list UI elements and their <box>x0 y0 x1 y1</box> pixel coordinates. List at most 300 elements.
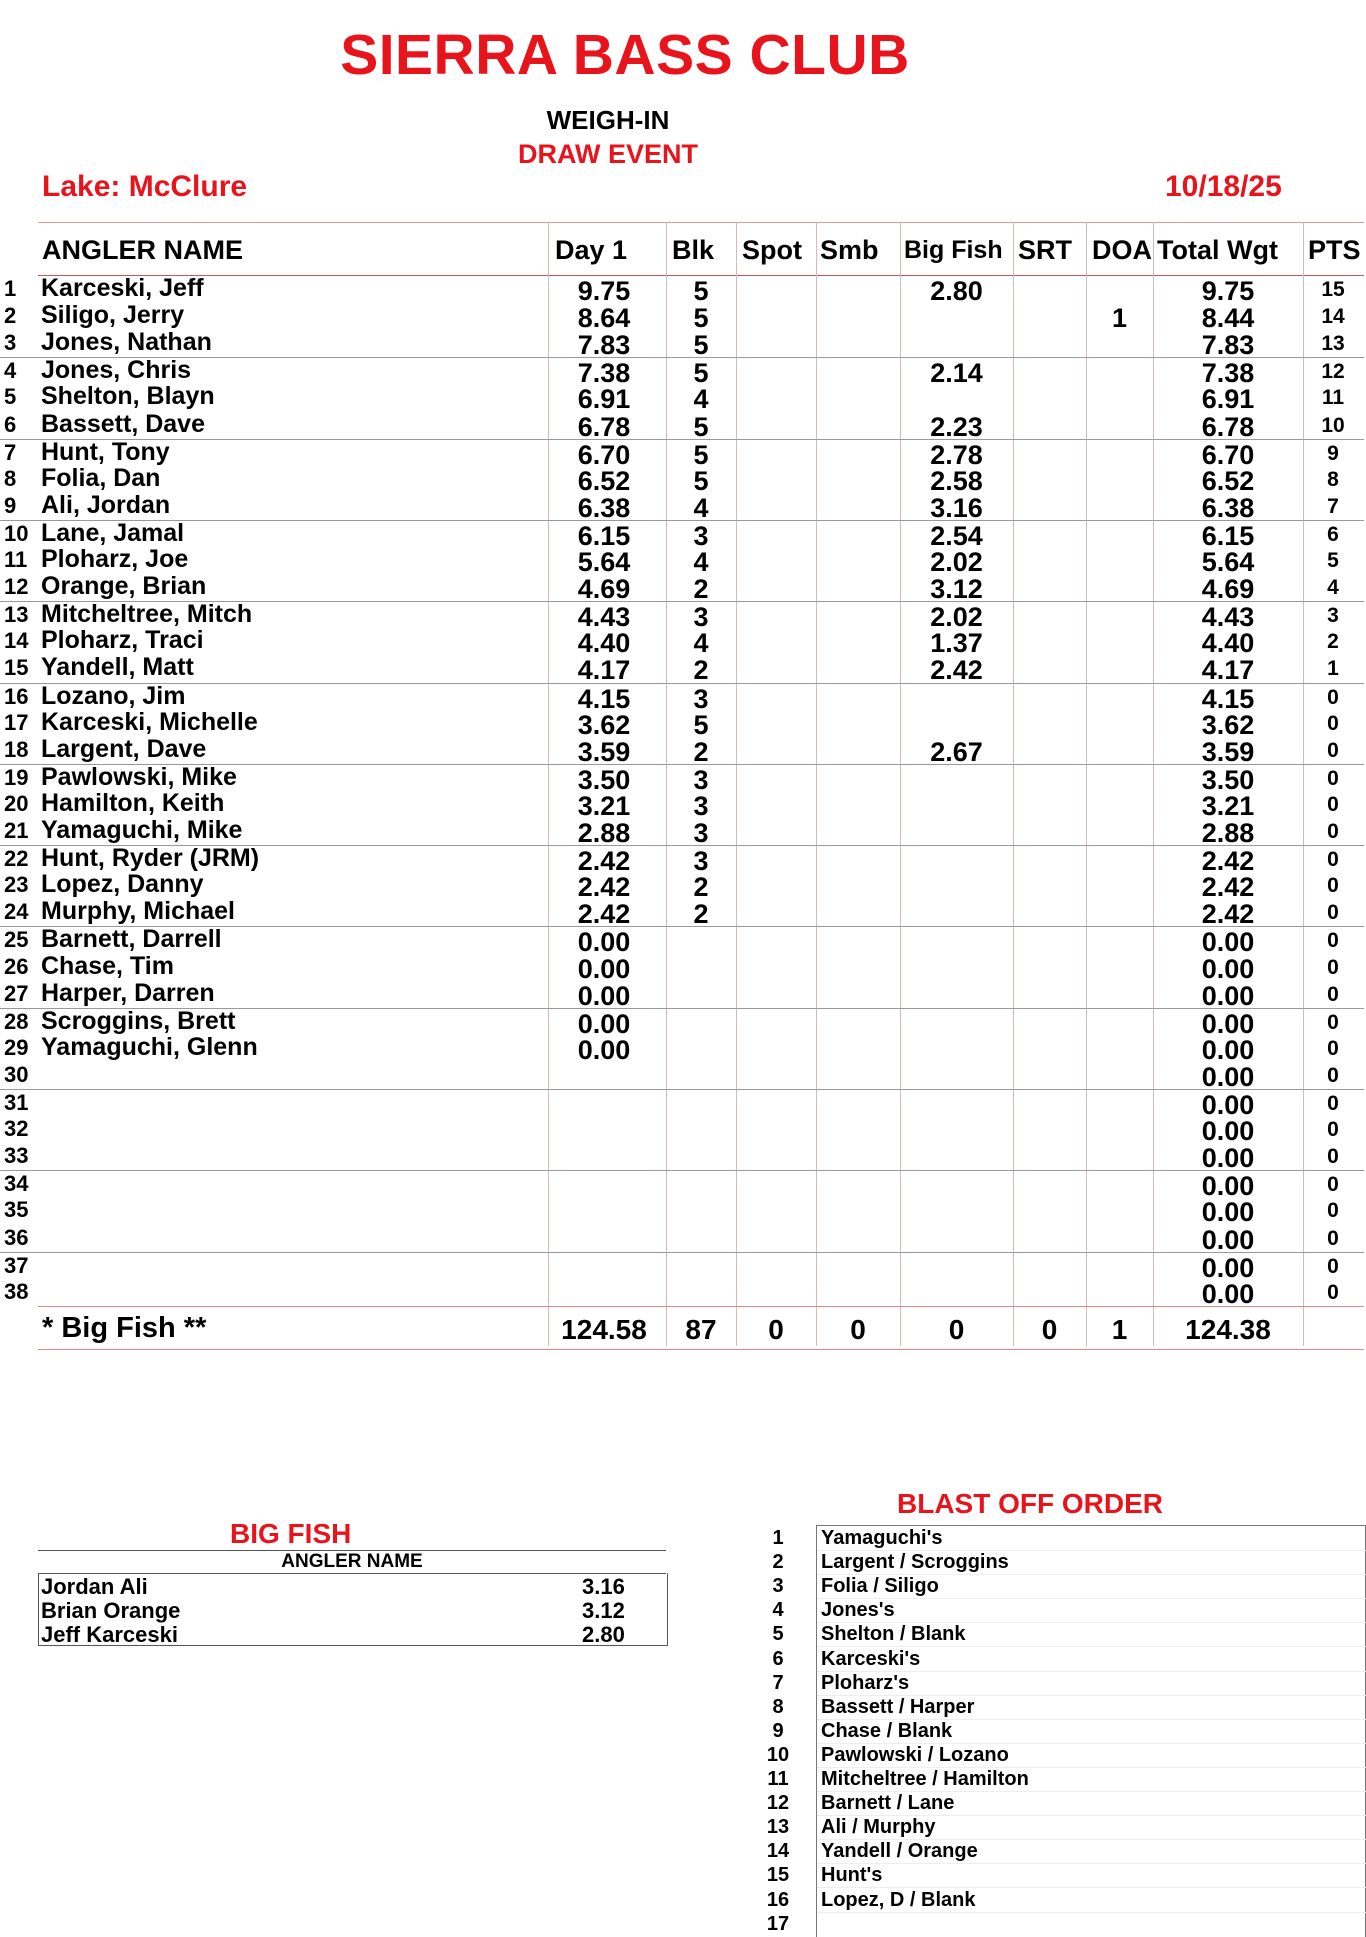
total-weight: 3.50 <box>1201 764 1255 795</box>
big-fish-entry <box>0 1622 670 1646</box>
table-row <box>0 707 1364 740</box>
total-blk: 87 <box>685 1314 717 1345</box>
points: 0 <box>1327 1118 1339 1142</box>
table-row <box>0 1006 1364 1039</box>
blast-off-number: 5 <box>772 1623 784 1646</box>
angler-name: Yamaguchi, Mike <box>41 816 243 844</box>
total-weight: 4.15 <box>1201 683 1255 714</box>
big-fish-weight: 2.23 <box>930 411 983 442</box>
day1-weight: 9.75 <box>577 276 631 306</box>
angler-name: Ploharz, Traci <box>41 626 204 655</box>
row-number: 24 <box>4 899 29 925</box>
row-number: 2 <box>4 303 17 329</box>
total-srt: 0 <box>1041 1314 1058 1345</box>
col-big-fish: Big Fish <box>904 236 1003 264</box>
angler-name: Yandell, Matt <box>41 653 194 682</box>
points: 0 <box>1327 820 1339 843</box>
day1-weight: 8.64 <box>577 303 631 334</box>
big-fish-weight: 3.12 <box>930 574 983 605</box>
big-fish-weight: 1.37 <box>930 628 983 659</box>
table-row <box>0 925 1364 958</box>
row-number: 6 <box>4 411 17 437</box>
row-number: 21 <box>4 818 29 843</box>
total-weight: 124.38 <box>1185 1314 1271 1345</box>
blast-off-boat: Chase / Blank <box>821 1719 953 1742</box>
blk-count: 5 <box>693 709 709 740</box>
table-row <box>0 301 1364 334</box>
points: 5 <box>1327 549 1339 572</box>
angler-name: Jones, Nathan <box>41 328 212 357</box>
points: 0 <box>1327 874 1339 898</box>
blk-count: 5 <box>693 276 709 306</box>
table-row <box>0 762 1364 795</box>
blk-count: 4 <box>693 547 709 577</box>
table-row <box>0 1061 1364 1092</box>
points: 0 <box>1327 1226 1339 1250</box>
blast-off-entry <box>760 1744 1360 1768</box>
table-row <box>0 545 1364 577</box>
blast-off-boat: Shelton / Blank <box>821 1623 966 1646</box>
day1-weight: 2.88 <box>577 818 631 848</box>
total-weight: 0.00 <box>1201 1090 1255 1120</box>
day1-weight: 3.50 <box>577 764 631 795</box>
blk-count: 5 <box>693 330 709 361</box>
total-weight: 0.00 <box>1201 1278 1255 1309</box>
blk-count: 3 <box>693 602 709 633</box>
day1-weight: 2.42 <box>577 846 631 877</box>
blk-count: 5 <box>693 465 709 496</box>
day1-weight: 4.17 <box>577 655 631 686</box>
row-number: 11 <box>4 547 28 572</box>
angler-name: Lane, Jamal <box>41 518 185 547</box>
row-number: 8 <box>4 465 17 491</box>
points: 0 <box>1327 1092 1339 1115</box>
blast-off-number: 4 <box>772 1599 784 1622</box>
points: 14 <box>1321 305 1345 329</box>
blast-off-entry <box>760 1599 1360 1623</box>
points: 0 <box>1327 982 1339 1006</box>
row-number: 5 <box>4 384 17 410</box>
blast-off-number: 9 <box>772 1719 784 1742</box>
table-row <box>0 897 1364 930</box>
table-row <box>0 274 1364 306</box>
row-number: 18 <box>4 736 29 762</box>
total-weight: 0.00 <box>1201 1008 1255 1039</box>
points: 7 <box>1327 494 1339 518</box>
table-row <box>0 1143 1364 1174</box>
row-number: 35 <box>4 1197 29 1223</box>
day1-weight: 3.59 <box>577 736 631 767</box>
big-fish-weight: 2.78 <box>930 439 983 470</box>
total-weight: 8.44 <box>1201 303 1255 334</box>
table-row <box>0 951 1364 984</box>
blk-count: 4 <box>693 628 709 659</box>
blast-off-number: 11 <box>767 1768 789 1790</box>
table-row <box>0 1224 1364 1255</box>
angler-name: Hunt, Ryder (JRM) <box>41 844 260 873</box>
blast-off-entry <box>760 1623 1360 1647</box>
blast-off-number: 12 <box>766 1792 790 1815</box>
points: 0 <box>1327 1280 1339 1304</box>
total-weight: 0.00 <box>1201 1252 1255 1283</box>
blast-off-number: 16 <box>766 1888 790 1911</box>
points: 6 <box>1327 522 1339 546</box>
blast-off-entry <box>760 1720 1360 1744</box>
blast-off-entry <box>760 1768 1360 1792</box>
angler-name: Murphy, Michael <box>41 897 236 926</box>
big-fish-entry <box>0 1598 670 1622</box>
angler-name: Mitcheltree, Mitch <box>41 600 253 629</box>
big-fish-title: BIG FISH <box>230 1518 352 1549</box>
table-row <box>0 653 1364 686</box>
day1-weight: 0.00 <box>577 1008 631 1039</box>
blk-count: 3 <box>693 520 709 551</box>
points: 0 <box>1327 766 1339 790</box>
total-weight: 4.17 <box>1201 655 1255 686</box>
angler-name: Siligo, Jerry <box>41 301 185 330</box>
total-weight: 0.00 <box>1201 1197 1255 1228</box>
table-row <box>0 1278 1364 1309</box>
table-row <box>0 572 1364 605</box>
points: 0 <box>1327 1036 1339 1060</box>
lake-label: Lake: McClure <box>42 170 248 203</box>
big-fish-weight: 3.16 <box>930 492 983 523</box>
table-row <box>0 1252 1364 1283</box>
points: 0 <box>1327 848 1339 872</box>
blast-off-number: 7 <box>772 1671 784 1694</box>
blk-count: 2 <box>693 899 709 930</box>
blk-count: 2 <box>693 655 709 686</box>
day1-weight: 3.21 <box>577 790 631 821</box>
blk-count: 3 <box>693 818 709 848</box>
points: 13 <box>1321 332 1345 356</box>
col-blk: Blk <box>672 235 715 265</box>
row-number: 25 <box>4 927 29 953</box>
angler-name: Karceski, Jeff <box>41 274 204 302</box>
row-number: 16 <box>4 683 29 709</box>
blast-off-entry <box>760 1840 1360 1864</box>
table-row <box>0 816 1364 848</box>
points: 0 <box>1327 1145 1339 1169</box>
big-fish-weight: 2.58 <box>930 465 983 496</box>
row-number: 3 <box>4 330 17 356</box>
points: 2 <box>1327 630 1339 654</box>
table-row <box>0 409 1364 442</box>
day1-weight: 6.52 <box>577 465 631 496</box>
angler-name: Lozano, Jim <box>41 681 186 710</box>
row-number: 14 <box>4 628 29 654</box>
row-number: 10 <box>4 520 29 546</box>
col-total-wgt: Total Wgt <box>1157 235 1278 265</box>
blast-off-entry <box>760 1527 1360 1551</box>
total-day1: 124.58 <box>561 1314 647 1345</box>
total-weight: 6.52 <box>1201 465 1255 496</box>
blast-off-entry <box>760 1816 1360 1840</box>
day1-weight: 0.00 <box>577 927 631 958</box>
row-number: 32 <box>4 1116 29 1142</box>
table-row <box>0 1170 1364 1202</box>
total-weight: 0.00 <box>1201 1116 1255 1147</box>
row-number: 1 <box>4 276 17 301</box>
points: 0 <box>1327 685 1339 709</box>
points: 3 <box>1327 604 1339 628</box>
row-number: 9 <box>4 492 17 518</box>
points: 9 <box>1327 441 1339 465</box>
blast-off-boat: Hunt's <box>821 1864 883 1887</box>
blk-count: 3 <box>693 846 709 877</box>
total-big-fish: 0 <box>948 1314 965 1345</box>
total-smb: 0 <box>850 1314 866 1345</box>
blast-off-boat: Pawlowski / Lozano <box>821 1743 1009 1766</box>
total-weight: 0.00 <box>1201 1034 1255 1065</box>
blast-off-boat: Lopez, D / Blank <box>821 1888 976 1911</box>
blk-count: 2 <box>693 872 709 903</box>
points: 0 <box>1327 1010 1339 1034</box>
total-weight: 0.00 <box>1201 953 1255 984</box>
doa-value: 1 <box>1111 303 1128 334</box>
big-fish-angler: Jordan Ali <box>41 1574 148 1599</box>
day1-weight: 6.78 <box>577 411 631 442</box>
event-date: 10/18/25 <box>1165 170 1282 203</box>
total-weight: 6.70 <box>1201 439 1255 470</box>
blast-off-entry <box>760 1551 1360 1575</box>
total-weight: 4.40 <box>1201 628 1255 659</box>
blk-count: 2 <box>693 736 709 767</box>
col-doa: DOA <box>1092 235 1152 265</box>
angler-name: Pawlowski, Mike <box>41 762 237 791</box>
angler-name: Ali, Jordan <box>41 490 171 519</box>
table-row <box>0 463 1364 496</box>
blast-off-boat: Ali / Murphy <box>821 1816 936 1839</box>
points: 0 <box>1327 738 1339 762</box>
blk-count: 5 <box>693 411 709 442</box>
big-fish-weight: 2.67 <box>930 736 983 767</box>
event-type: DRAW EVENT <box>517 139 698 169</box>
blk-count: 5 <box>693 358 709 389</box>
table-row <box>0 382 1364 415</box>
blast-off-boat: Barnett / Lane <box>821 1792 955 1815</box>
row-number: 27 <box>4 980 29 1006</box>
day1-weight: 4.15 <box>577 683 631 714</box>
table-row <box>0 490 1364 523</box>
big-fish-weight: 3.16 <box>582 1574 625 1599</box>
angler-name: Harper, Darren <box>41 978 215 1007</box>
points: 0 <box>1327 1173 1339 1197</box>
row-number: 4 <box>4 358 17 384</box>
row-number: 20 <box>4 790 29 816</box>
total-weight: 0.00 <box>1201 1224 1255 1255</box>
blast-off-number: 8 <box>772 1695 784 1718</box>
angler-name: Scroggins, Brett <box>41 1006 236 1035</box>
col-angler-name: ANGLER NAME <box>42 235 243 265</box>
points: 4 <box>1327 576 1339 600</box>
table-row <box>0 518 1364 551</box>
points: 0 <box>1327 792 1339 816</box>
blast-off-boat: Largent / Scroggins <box>821 1551 1009 1574</box>
day1-weight: 2.42 <box>577 872 631 903</box>
day1-weight: 6.70 <box>577 439 631 470</box>
big-fish-weight: 3.12 <box>582 1598 625 1623</box>
table-row <box>0 626 1364 659</box>
day1-weight: 4.69 <box>577 574 631 605</box>
totals-row <box>38 1306 1364 1350</box>
big-fish-weight: 2.14 <box>930 358 983 389</box>
blast-off-number: 13 <box>766 1816 790 1839</box>
page-subtitle: WEIGH-IN <box>546 105 670 135</box>
row-number: 19 <box>4 764 29 790</box>
total-weight: 4.69 <box>1201 574 1255 605</box>
table-row <box>0 1197 1364 1228</box>
total-weight: 3.59 <box>1201 736 1255 767</box>
points: 11 <box>1321 386 1345 410</box>
total-weight: 2.88 <box>1201 818 1255 848</box>
points: 0 <box>1327 711 1339 735</box>
blast-off-entry <box>760 1889 1360 1913</box>
blast-off-number: 3 <box>772 1575 784 1598</box>
big-fish-weight: 2.80 <box>582 1622 625 1647</box>
blast-off-number: 14 <box>766 1840 790 1863</box>
blast-off-boat: Bassett / Harper <box>821 1695 975 1718</box>
total-weight: 6.91 <box>1201 384 1255 415</box>
day1-weight: 3.62 <box>577 709 631 740</box>
row-number: 31 <box>4 1090 29 1115</box>
blast-off-entry <box>760 1864 1360 1888</box>
total-weight: 2.42 <box>1201 846 1255 877</box>
angler-name: Lopez, Danny <box>41 870 204 899</box>
table-row <box>0 328 1364 361</box>
angler-name: Jones, Chris <box>41 356 192 385</box>
big-fish-weight: 2.02 <box>930 602 983 633</box>
table-row <box>0 437 1364 470</box>
row-number: 23 <box>4 872 29 898</box>
day1-weight: 7.38 <box>577 358 631 389</box>
col-spot: Spot <box>742 235 802 265</box>
day1-weight: 7.83 <box>577 330 631 361</box>
blast-off-boat: Folia / Siligo <box>821 1575 939 1598</box>
blk-count: 5 <box>693 303 709 334</box>
angler-name: Bassett, Dave <box>41 409 205 438</box>
total-weight: 2.42 <box>1201 872 1255 903</box>
big-fish-header: ANGLER NAME <box>38 1550 666 1574</box>
total-weight: 6.38 <box>1201 492 1255 523</box>
blast-off-boat: Yamaguchi's <box>821 1527 943 1549</box>
table-row <box>0 870 1364 903</box>
angler-name: Ploharz, Joe <box>41 545 189 573</box>
blast-off-number: 10 <box>766 1743 790 1766</box>
blk-count: 3 <box>693 764 709 795</box>
table-row <box>0 681 1364 714</box>
table-row <box>0 600 1364 633</box>
angler-name: Folia, Dan <box>41 463 161 492</box>
big-fish-weight: 2.80 <box>930 276 983 306</box>
blast-off-number: 15 <box>766 1864 790 1887</box>
row-number: 30 <box>4 1061 29 1087</box>
angler-name: Karceski, Michelle <box>41 707 258 736</box>
row-number: 29 <box>4 1034 29 1060</box>
points: 0 <box>1327 1063 1339 1087</box>
total-weight: 2.42 <box>1201 899 1255 930</box>
row-number: 36 <box>4 1224 29 1250</box>
blk-count: 3 <box>693 790 709 821</box>
blast-off-boat: Yandell / Orange <box>821 1840 978 1863</box>
angler-name: Shelton, Blayn <box>41 382 215 411</box>
table-row <box>0 734 1364 767</box>
blast-off-boat: Karceski's <box>821 1647 921 1670</box>
table-row <box>0 1032 1364 1065</box>
table-row <box>0 1116 1364 1147</box>
blast-off-number: 1 <box>772 1527 784 1549</box>
blast-off-entry <box>760 1672 1360 1696</box>
angler-name: Yamaguchi, Glenn <box>41 1032 258 1061</box>
points: 15 <box>1321 278 1345 301</box>
row-number: 22 <box>4 846 29 872</box>
page-title: SIERRA BASS CLUB <box>340 23 910 87</box>
row-number: 34 <box>4 1171 29 1197</box>
total-weight: 0.00 <box>1201 980 1255 1011</box>
total-weight: 7.83 <box>1201 330 1255 361</box>
blk-count: 5 <box>693 439 709 470</box>
total-weight: 9.75 <box>1201 276 1255 306</box>
blk-count: 4 <box>693 384 709 415</box>
day1-weight: 0.00 <box>577 953 631 984</box>
big-fish-angler: Jeff Karceski <box>41 1622 178 1647</box>
col-smb: Smb <box>820 235 879 265</box>
angler-name: Hunt, Tony <box>41 437 170 466</box>
big-fish-weight: 2.02 <box>930 547 983 577</box>
angler-name: Largent, Dave <box>41 734 207 763</box>
blk-count: 2 <box>693 574 709 605</box>
total-weight: 6.15 <box>1201 520 1255 551</box>
total-weight: 0.00 <box>1201 1061 1255 1092</box>
blast-off-number: 17 <box>766 1912 790 1935</box>
angler-name: Hamilton, Keith <box>41 788 225 817</box>
big-fish-entry <box>0 1574 670 1598</box>
points: 12 <box>1321 360 1345 384</box>
day1-weight: 0.00 <box>577 980 631 1011</box>
blast-off-entry <box>760 1792 1360 1816</box>
row-number: 26 <box>4 953 29 979</box>
day1-weight: 0.00 <box>577 1034 631 1065</box>
total-weight: 6.78 <box>1201 411 1255 442</box>
day1-weight: 6.91 <box>577 384 631 415</box>
blast-off-entry <box>760 1696 1360 1720</box>
total-weight: 4.43 <box>1201 602 1255 633</box>
blast-off-boat: Mitcheltree / Hamilton <box>821 1768 1029 1790</box>
total-weight: 0.00 <box>1201 927 1255 958</box>
table-row <box>0 1089 1364 1120</box>
row-number: 17 <box>4 709 29 735</box>
row-number: 38 <box>4 1278 29 1304</box>
row-number: 7 <box>4 439 17 465</box>
points: 0 <box>1327 901 1339 925</box>
points: 8 <box>1327 467 1339 491</box>
total-weight: 0.00 <box>1201 1143 1255 1174</box>
big-fish-weight: 2.42 <box>930 655 983 686</box>
points: 0 <box>1327 929 1339 953</box>
points: 0 <box>1327 1199 1339 1223</box>
row-number: 12 <box>4 574 29 600</box>
blast-off-boat: Jones's <box>821 1599 895 1622</box>
row-number: 28 <box>4 1008 29 1034</box>
blk-count: 4 <box>693 492 709 523</box>
col-srt: SRT <box>1018 235 1072 265</box>
total-doa: 1 <box>1111 1314 1128 1345</box>
points: 1 <box>1327 657 1339 681</box>
table-header <box>38 222 1364 276</box>
big-fish-angler: Brian Orange <box>41 1598 181 1623</box>
row-number: 33 <box>4 1143 29 1169</box>
blast-off-number: 2 <box>772 1551 784 1574</box>
